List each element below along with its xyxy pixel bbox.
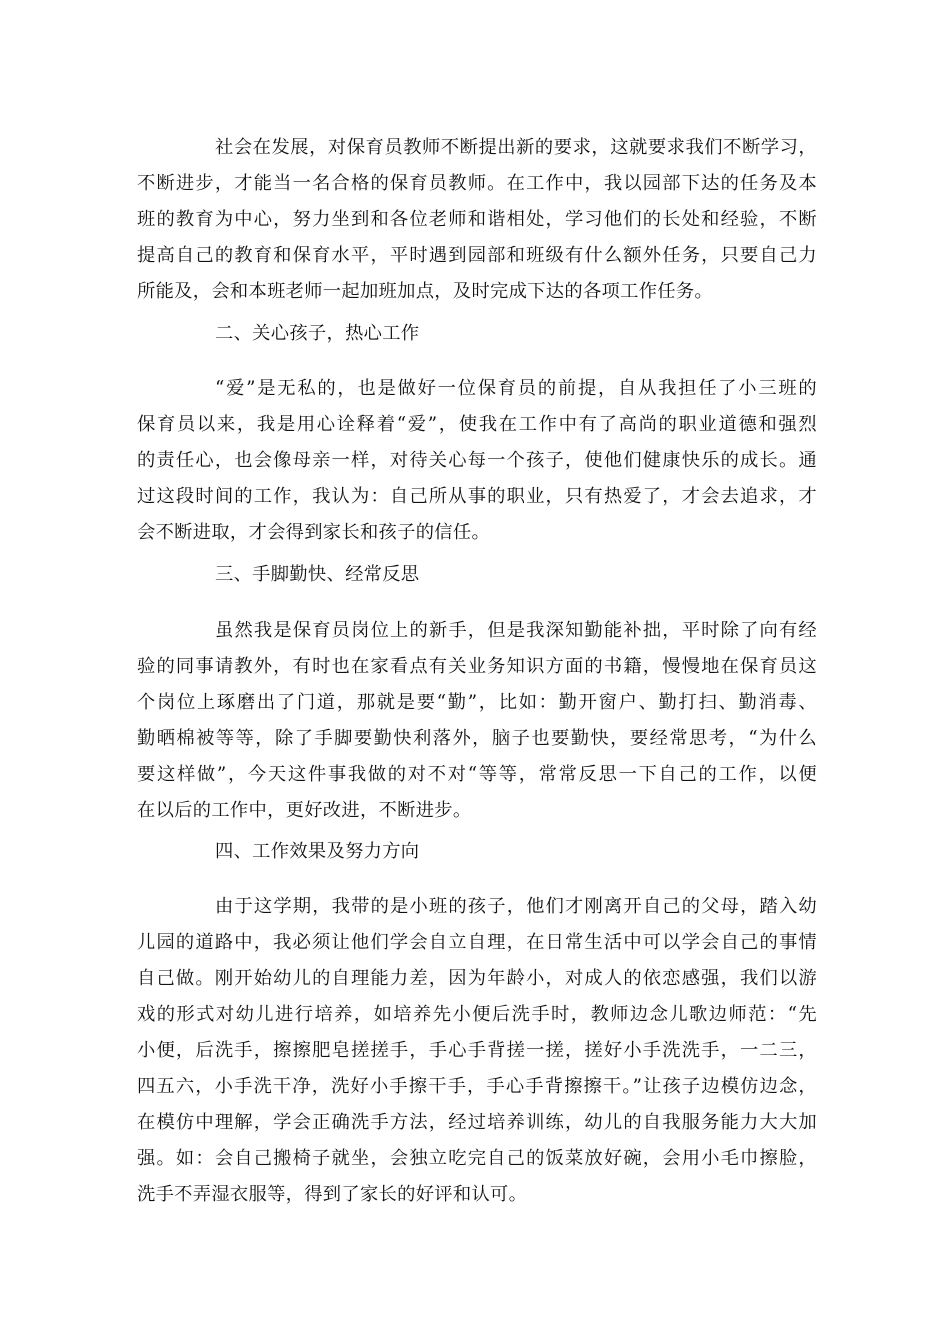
paragraph-line: 不断进步，才能当一名合格的保育员教师。在工作中，我以园部下达的任务及本	[137, 173, 817, 194]
paragraph-line: 个岗位上琢磨出了门道，那就是要“勤”，比如：勤开窗户、勤打扫、勤消毒、	[137, 692, 817, 713]
paragraph-line: 在以后的工作中，更好改进，不断进步。	[137, 800, 472, 821]
section-heading-2: 二、关心孩子，热心工作	[215, 323, 420, 344]
paragraph-3	[137, 613, 817, 829]
paragraph-line: 由于这学期，我带的是小班的孩子，他们才刚离开自己的父母，踏入幼	[215, 896, 817, 917]
paragraph-line: 要这样做”，今天这件事我做的对不对“等等，常常反思一下自己的工作，以便	[137, 764, 817, 785]
paragraph-line: “爱”是无私的，也是做好一位保育员的前提，自从我担任了小三班的	[215, 378, 817, 399]
paragraph-line: 强。如：会自己搬椅子就坐，会独立吃完自己的饭菜放好碗，会用小毛巾擦脸，	[137, 1148, 817, 1169]
paragraph-1	[137, 130, 817, 310]
paragraph-line: 班的教育为中心，努力坐到和各位老师和谐相处，学习他们的长处和经验，不断	[137, 209, 817, 230]
paragraph-line: 洗手不弄湿衣服等，得到了家长的好评和认可。	[137, 1184, 528, 1205]
paragraph-line: 会不断进取，才会得到家长和孩子的信任。	[137, 522, 491, 543]
paragraph-2	[137, 371, 817, 551]
section-heading-4: 四、工作效果及努力方向	[215, 841, 420, 862]
section-heading-3: 三、手脚勤快、经常反思	[215, 564, 420, 585]
paragraph-line: 过这段时间的工作，我认为：自己所从事的职业，只有热爱了，才会去追求，才	[137, 486, 817, 507]
paragraph-line: 社会在发展，对保育员教师不断提出新的要求，这就要求我们不断学习，	[215, 137, 817, 158]
paragraph-line: 所能及，会和本班老师一起加班加点，及时完成下达的各项工作任务。	[137, 281, 714, 302]
paragraph-line: 在模仿中理解，学会正确洗手方法，经过培养训练，幼儿的自我服务能力大大加	[137, 1112, 817, 1133]
paragraph-line: 的责任心，也会像母亲一样，对待关心每一个孩子，使他们健康快乐的成长。通	[137, 450, 817, 471]
paragraph-line: 验的同事请教外，有时也在家看点有关业务知识方面的书籍，慢慢地在保育员这	[137, 656, 817, 677]
paragraph-line: 自己做。刚开始幼儿的自理能力差，因为年龄小，对成人的依恋感强，我们以游	[137, 968, 817, 989]
paragraph-4	[137, 889, 817, 1213]
paragraph-line: 戏的形式对幼儿进行培养，如培养先小便后洗手时，教师边念儿歌边师范：“先	[137, 1004, 817, 1025]
paragraph-line: 保育员以来，我是用心诠释着“爱”，使我在工作中有了高尚的职业道德和强烈	[137, 414, 817, 435]
paragraph-line: 勤晒棉被等等，除了手脚要勤快利落外，脑子也要勤快，要经常思考，“为什么	[137, 728, 817, 749]
paragraph-line: 虽然我是保育员岗位上的新手，但是我深知勤能补拙，平时除了向有经	[215, 620, 817, 641]
paragraph-line: 儿园的道路中，我必须让他们学会自立自理，在日常生活中可以学会自己的事情	[137, 932, 817, 953]
paragraph-line: 四五六，小手洗干净，洗好小手擦干手，手心手背擦擦干。”让孩子边模仿边念，	[137, 1076, 817, 1097]
paragraph-line: 提高自己的教育和保育水平，平时遇到园部和班级有什么额外任务，只要自己力	[137, 245, 817, 266]
paragraph-line: 小便，后洗手，擦擦肥皂搓搓手，手心手背搓一搓，搓好小手洗洗手，一二三，	[137, 1040, 817, 1061]
